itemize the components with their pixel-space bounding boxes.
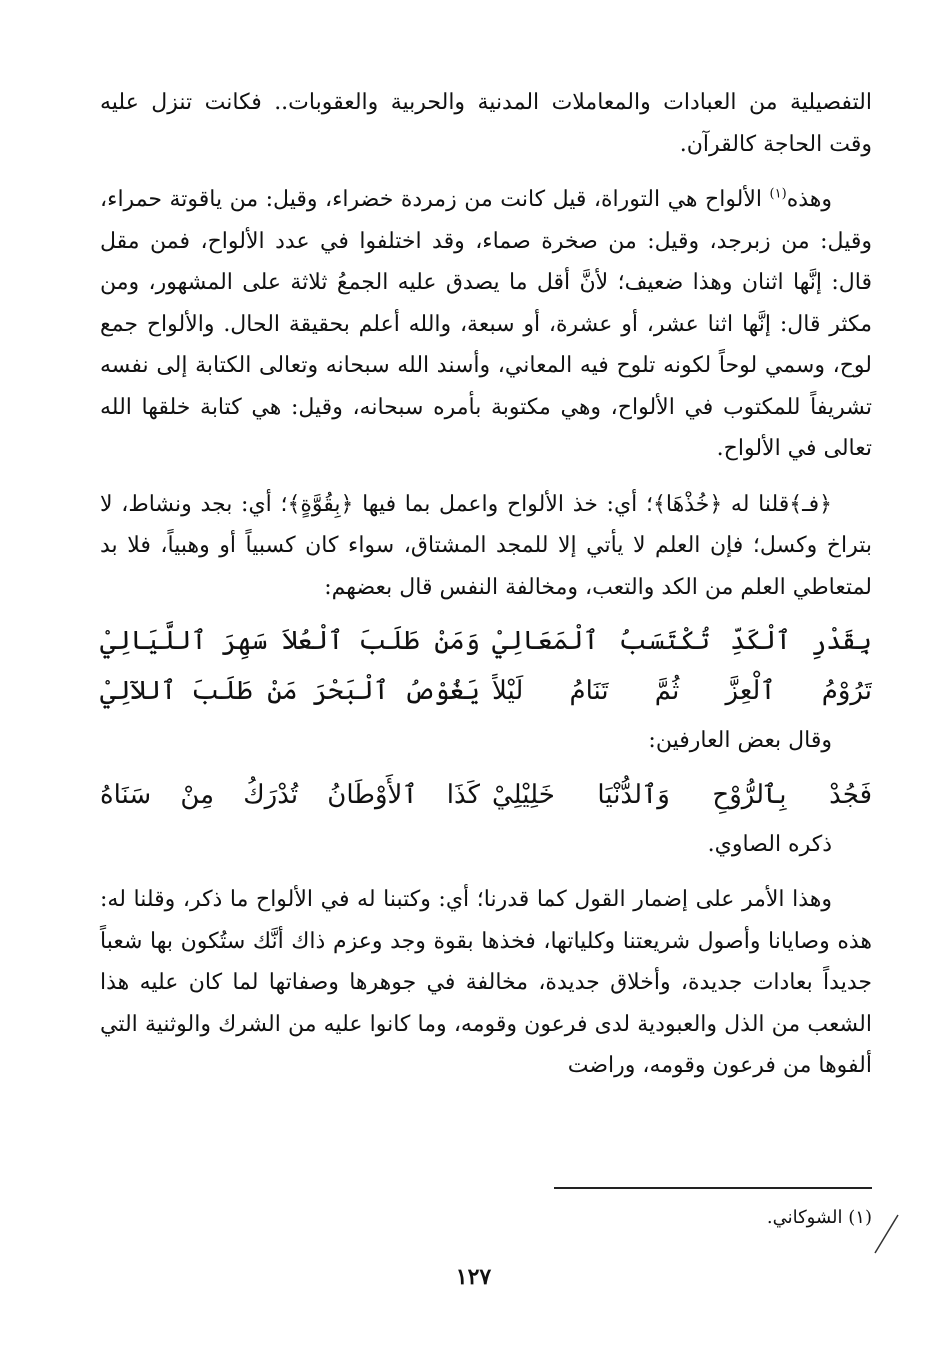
poem-2-intro: وقال بعض العارفين:	[648, 728, 832, 753]
paragraph-gap	[100, 865, 872, 879]
poem-2	[100, 770, 872, 820]
verse-3-first-hemistich: فَجُدْ بِٱلرُّوْحِ وَٱلدُّنْيَا خَلِيْلِيْ	[492, 779, 872, 810]
verse-1	[100, 616, 872, 666]
paragraph-gap	[100, 470, 872, 484]
poem-1	[100, 616, 872, 716]
verse-1-second-hemistich: وَمَنْ طَلَبَ ٱلْعُلاَ سَهِرَ ٱللَّيَالِيْ	[100, 626, 480, 656]
footnote-separator	[554, 1187, 872, 1189]
paragraph-2-start: وهذه	[786, 187, 832, 212]
verse-3-second-hemistich: كَذَا ٱلأَوْطَانُ تُدْرَكُ مِنْ سَنَاهُ	[100, 779, 480, 810]
page-number: ١٢٧	[455, 1264, 492, 1290]
footnote-number: (١)	[848, 1207, 872, 1228]
footnote-reference[interactable]: (١)	[769, 186, 787, 202]
paragraph-2	[100, 179, 872, 470]
verse-2-second-hemistich: يَغُوْصُ ٱلْبَحْرَ مَنْ طَلَبَ ٱللآلِيْ	[100, 676, 480, 706]
paragraph-2-rest: الألواح هي التوراة، قيل كانت من زمردة خضراء، وقيل: من ياقوتة حمراء، وقيل: من زبرجد، وقيل: من صخرة صماء، وقد اختلفوا في عدد الألواح، فمن مقل قال: إنَّها اثنان وهذا ضعيف؛ لأنَّ أقل ما يصدق عليه الجمعُ ثلاثة على المشهور، ومن مكثر قال: إنَّها اثنا عشر، أو عشرة، أو سبعة، والله أعلم بحقيقة الحال. والألواح جمع لوح، وسمي لوحاً لكونه تلوح فيه المعاني، وأسند الله سبحانه وتعالى الكتابة إلى نفسه تشريفاً للمكتوب في الألواح، وهي مكتوبة بأمره سبحانه، وقيل: هي كتابة خلقها الله تعالى في الألواح.	[100, 187, 872, 461]
attribution: ذكره الصاوي.	[707, 831, 832, 857]
verse-1-first-hemistich: بِقَدْرِ ٱلْكَدِّ تُكْتَسَبُ ٱلْمَعَالِيْ	[492, 626, 872, 656]
verse-3	[100, 770, 872, 820]
verse-2-first-hemistich: تَرُوْمُ ٱلْعِزَّ ثُمَّ تَنَامُ لَيْلاً	[492, 676, 872, 706]
paragraph-1: التفصيلية من العبادات والمعاملات المدنية والحربية والعقوبات.. فكانت تنزل عليه وقت الحاجة كالقرآن.	[100, 90, 872, 157]
margin-slash-mark	[871, 1213, 901, 1255]
page-body	[100, 82, 872, 1087]
verse-2	[100, 666, 872, 716]
footnote-text: الشوكاني.	[766, 1207, 843, 1228]
paragraph-4: وهذا الأمر على إضمار القول كما قدرنا؛ أي: وكتبنا له في الألواح ما ذكر، وقلنا له: هذه وصايانا وأصول شريعتنا وكلياتها، فخذها بقوة وجد وعزم ذاك أنَّك ستُكون بها شعباً جديداً بعادات جديدة، وأخلاق جديدة، مخالفة في جوهرها وصفاتها لما كان عليه هذا الشعب من الذل والعبودية لدى فرعون وقومه، وما كانوا عليه من الشرك والوثنية التي ألفوها من فرعون وقومه، وراضت	[100, 887, 872, 1078]
footnote	[767, 1203, 872, 1233]
paragraph-gap	[100, 165, 872, 179]
paragraph-3: ﴿فـ﴾قلنا له ﴿خُذْهَا﴾؛ أي: خذ الألواح واعمل بما فيها ﴿بِقُوَّةٍ﴾؛ أي: بجد ونشاط، لا بتراخ وكسل؛ فإن العلم لا يأتي إلا للمجد المشتاق، سواء كان كسبياً أو وهبياً، فلا بد لمتعاطي العلم من الكد والتعب، ومخالفة النفس قال بعضهم:	[100, 491, 872, 600]
